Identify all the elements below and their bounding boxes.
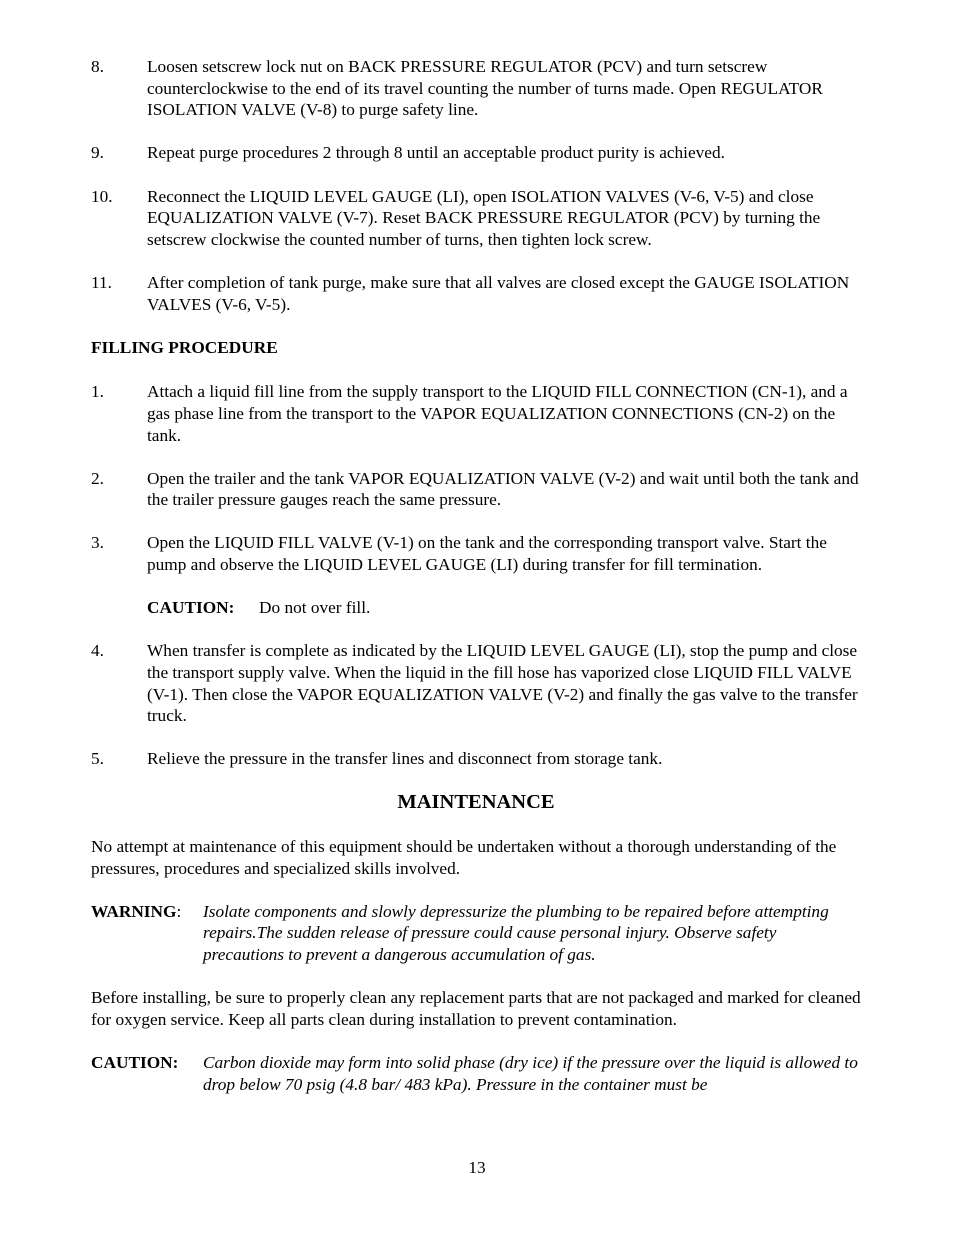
step-number: 5. <box>91 749 104 769</box>
step-text: When transfer is complete as indicated by the LIQUID LEVEL GAUGE (LI), stop the pump and close the transport supply valve. When the liquid in the fill hose has vaporized close LIQUID FILL VALVE (V-1). Then close the VAPOR EQUALIZATION VALVE (V-2) and finally the gas valve to the transfer truck. <box>147 641 858 726</box>
fill-step-2 <box>91 468 861 511</box>
warning-label: WARNING <box>91 901 177 921</box>
warning-label-wrap <box>91 901 203 966</box>
fill-step-4 <box>91 640 861 726</box>
step-number: 9. <box>91 143 104 163</box>
step-number: 3. <box>91 533 104 553</box>
caution-label: CAUTION: <box>147 598 235 618</box>
cleaning-paragraph: Before installing, be sure to properly clean any replacement parts that are not packaged and marked for cleaned for oxygen service. Keep all parts clean during installation to prevent contamination. <box>91 988 861 1029</box>
maintenance-caution <box>91 1052 861 1095</box>
step-number: 4. <box>91 641 104 661</box>
step-number: 10. <box>91 186 113 206</box>
fill-step-1 <box>91 381 861 446</box>
caution-label: CAUTION: <box>91 1052 179 1072</box>
step-8 <box>91 56 861 121</box>
warning-colon: : <box>176 901 182 921</box>
maintenance-intro: No attempt at maintenance of this equipment should be undertaken without a thorough understanding of the pressures, procedures and specialized skills involved. <box>91 837 837 878</box>
maintenance-title: MAINTENANCE <box>397 791 555 813</box>
step-text: Open the trailer and the tank VAPOR EQUALIZATION VALVE (V-2) and wait until both the tank and the trailer pressure gauges reach the same pressure. <box>147 468 859 510</box>
step-10 <box>91 186 861 251</box>
step-11 <box>91 272 861 315</box>
step-9 <box>91 142 861 164</box>
step-text: Repeat purge procedures 2 through 8 until an acceptable product purity is achieved. <box>147 143 725 163</box>
step-number: 8. <box>91 57 104 76</box>
fill-caution <box>147 597 861 619</box>
step-text: Open the LIQUID FILL VALVE (V-1) on the tank and the corresponding transport valve. Start the pump and observe the LIQUID LEVEL GAUGE (LI) during transfer for fill termination. <box>147 533 827 575</box>
step-text: Reconnect the LIQUID LEVEL GAUGE (LI), open ISOLATION VALVES (V-6, V-5) and close EQUALIZATION VALVE (V-7). Reset BACK PRESSURE REGULATOR (PCV) by turning the setscrew clockwise the counted number of turns, then tighten lock screw. <box>147 186 821 249</box>
step-text: Loosen setscrew lock nut on BACK PRESSURE REGULATOR (PCV) and turn setscrew counterclockwise to the end of its travel counting the number of turns made. Open REGULATOR ISOLATION VALVE (V-8) to purge safety line. <box>147 57 823 120</box>
fill-step-3 <box>91 532 861 575</box>
document-page <box>91 56 861 1095</box>
caution-text: Carbon dioxide may form into solid phase (dry ice) if the pressure over the liquid is allowed to drop below 70 psig (4.8 bar/ 483 kPa). Pressure in the container must be <box>203 1052 858 1094</box>
step-text: Relieve the pressure in the transfer lines and disconnect from storage tank. <box>147 749 663 769</box>
filling-procedure-heading: FILLING PROCEDURE <box>91 337 278 357</box>
fill-step-5 <box>91 748 861 770</box>
maintenance-warning <box>91 901 861 966</box>
step-number: 1. <box>91 382 104 402</box>
page-number: 13 <box>468 1158 486 1177</box>
caution-label-wrap <box>91 1052 203 1095</box>
step-number: 11. <box>91 272 112 292</box>
step-text: Attach a liquid fill line from the supply transport to the LIQUID FILL CONNECTION (CN-1), and a gas phase line from the transport to the VAPOR EQUALIZATION CONNECTIONS (CN-2) on the tank. <box>147 382 848 445</box>
step-number: 2. <box>91 468 104 488</box>
step-text: After completion of tank purge, make sure that all valves are closed except the GAUGE ISOLATION VALVES (V-6, V-5). <box>147 272 850 314</box>
caution-text: Do not over fill. <box>259 598 371 618</box>
warning-text: Isolate components and slowly depressurize the plumbing to be repaired before attempting repairs.The sudden release of pressure could cause personal injury. Observe safety precautions to prevent a dangerous accumulation of gas. <box>203 901 829 964</box>
